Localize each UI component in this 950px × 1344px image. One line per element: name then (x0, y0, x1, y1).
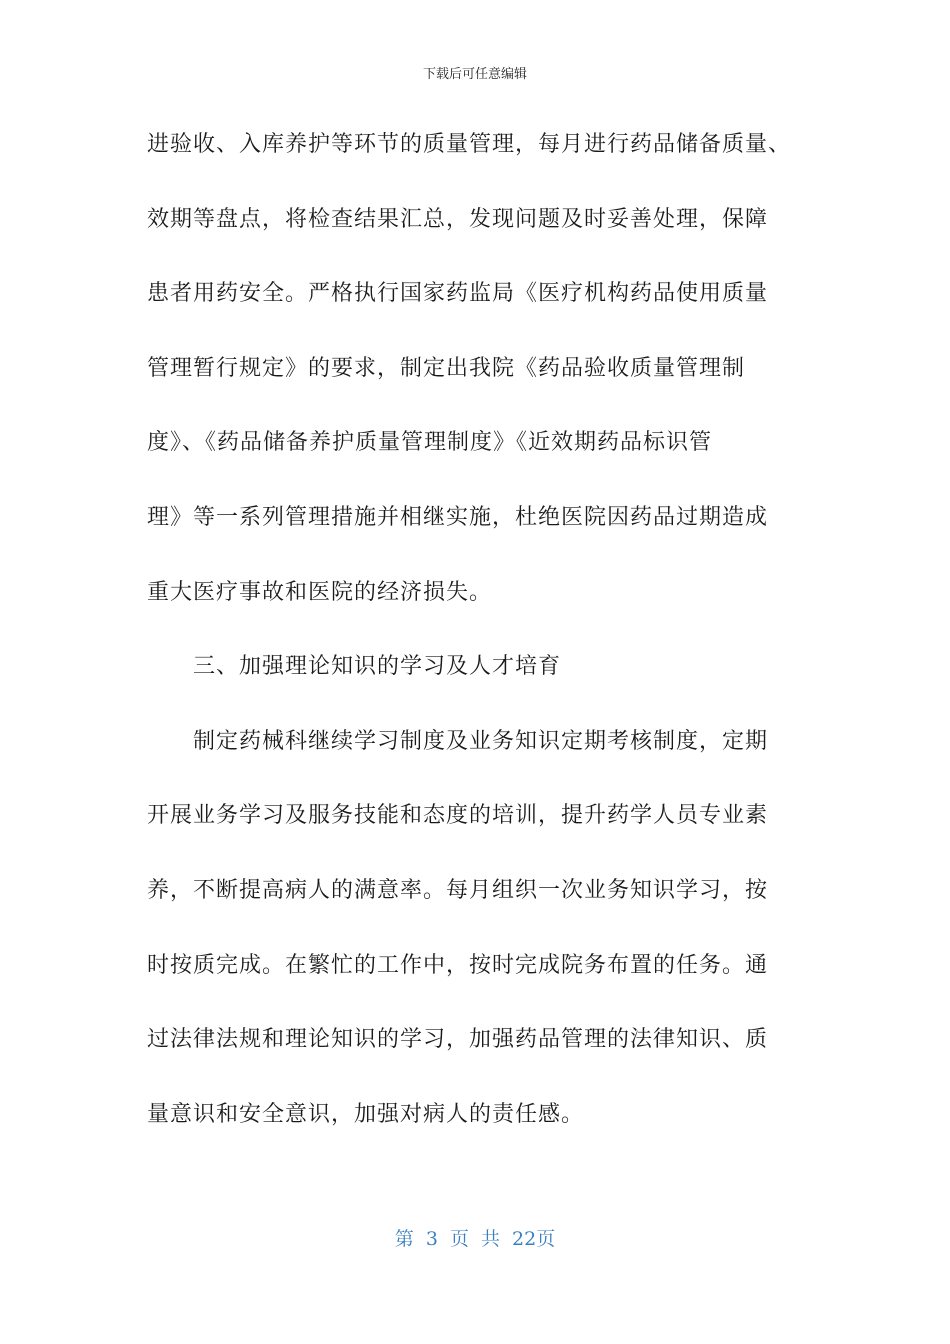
paragraph-line: 重大医疗事故和医院的经济损失。 (147, 579, 493, 605)
paragraph-line: 进验收、入库养护等环节的质量管理，每月进行药品储备质量、 (147, 132, 792, 157)
page-footer: 第 3 页 共 22页 (394, 1228, 556, 1250)
section-heading: 三、加强理论知识的学习及人才培育 (193, 654, 562, 680)
paragraph-line: 理》等一系列管理措施并相继实施，杜绝医院因药品过期造成 (147, 504, 769, 530)
paragraph-line: 过法律法规和理论知识的学习，加强药品管理的法律知识、质 (147, 1027, 769, 1053)
paragraph-line: 养，不断提高病人的满意率。每月组织一次业务知识学习，按 (147, 877, 769, 903)
paragraph-line: 度》、《药品储备养护质量管理制度》《近效期药品标识管 (147, 430, 713, 456)
paragraph-line: 患者用药安全。严格执行国家药监局《医疗机构药品使用质量 (147, 281, 769, 307)
paragraph-line: 时按质完成。在繁忙的工作中，按时完成院务布置的任务。通 (147, 952, 769, 978)
document-body (147, 123, 812, 1167)
paragraph-line: 管理暂行规定》的要求，制定出我院《药品验收质量管理制 (147, 355, 746, 381)
paragraph-line: 开展业务学习及服务技能和态度的培训，提升药学人员专业素 (147, 803, 769, 829)
paragraph-line: 效期等盘点，将检查结果汇总，发现问题及时妥善处理，保障 (147, 206, 769, 232)
page-header: 下载后可任意编辑 (422, 67, 527, 82)
paragraph-line: 制定药械科继续学习制度及业务知识定期考核制度，定期 (193, 728, 769, 754)
paragraph-line: 量意识和安全意识，加强对病人的责任感。 (147, 1101, 585, 1127)
